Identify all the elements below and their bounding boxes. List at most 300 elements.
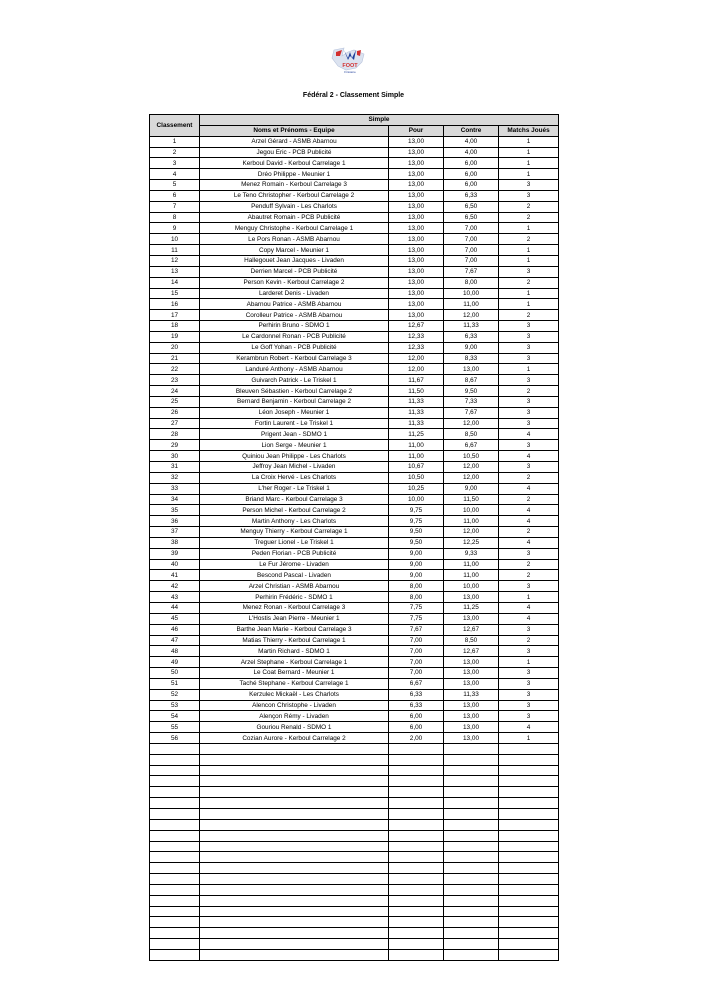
pour-cell: 13,00 — [389, 223, 444, 234]
pour-cell: 12,33 — [389, 342, 444, 353]
rank-cell: 23 — [150, 375, 200, 386]
empty-cell — [150, 787, 200, 798]
empty-cell — [389, 765, 444, 776]
contre-cell: 13,00 — [444, 722, 499, 733]
empty-cell — [499, 884, 559, 895]
empty-cell — [200, 884, 389, 895]
empty-cell — [200, 809, 389, 820]
rank-cell: 4 — [150, 169, 200, 180]
matchs-cell: 2 — [499, 559, 559, 570]
empty-cell — [389, 787, 444, 798]
table-row — [150, 223, 559, 234]
pour-cell: 11,50 — [389, 386, 444, 397]
matchs-cell: 2 — [499, 212, 559, 223]
empty-cell — [499, 949, 559, 960]
empty-cell — [389, 939, 444, 950]
matchs-cell: 2 — [499, 201, 559, 212]
column-header-contre: Contre — [444, 125, 499, 136]
matchs-cell: 3 — [499, 353, 559, 364]
empty-cell — [389, 830, 444, 841]
empty-cell — [499, 841, 559, 852]
contre-cell: 7,00 — [444, 234, 499, 245]
empty-row — [150, 852, 559, 863]
table-row — [150, 505, 559, 516]
pour-cell: 13,00 — [389, 299, 444, 310]
contre-cell: 6,67 — [444, 440, 499, 451]
empty-cell — [200, 787, 389, 798]
empty-cell — [150, 841, 200, 852]
name-cell: Arzel Gérard - ASMB Abarnou — [200, 136, 389, 147]
rank-cell: 39 — [150, 548, 200, 559]
empty-cell — [150, 830, 200, 841]
empty-cell — [499, 809, 559, 820]
empty-cell — [150, 874, 200, 885]
contre-cell: 4,00 — [444, 136, 499, 147]
table-row — [150, 418, 559, 429]
table-row — [150, 266, 559, 277]
empty-cell — [150, 809, 200, 820]
pour-cell: 11,67 — [389, 375, 444, 386]
empty-cell — [499, 906, 559, 917]
matchs-cell: 1 — [499, 158, 559, 169]
empty-cell — [444, 841, 499, 852]
rank-cell: 45 — [150, 613, 200, 624]
contre-cell: 13,00 — [444, 613, 499, 624]
pour-cell: 9,00 — [389, 548, 444, 559]
matchs-cell: 3 — [499, 646, 559, 657]
empty-cell — [389, 754, 444, 765]
rank-cell: 29 — [150, 440, 200, 451]
empty-row — [150, 830, 559, 841]
empty-cell — [200, 765, 389, 776]
matchs-cell: 3 — [499, 581, 559, 592]
name-cell: Fortin Laurent - Le Triskel 1 — [200, 418, 389, 429]
contre-cell: 9,33 — [444, 548, 499, 559]
name-cell: Menguy Thierry - Kerboul Carrelage 1 — [200, 527, 389, 538]
empty-cell — [389, 743, 444, 754]
empty-cell — [150, 884, 200, 895]
matchs-cell: 4 — [499, 613, 559, 624]
table-row — [150, 429, 559, 440]
empty-cell — [444, 884, 499, 895]
empty-row — [150, 895, 559, 906]
pour-cell: 9,50 — [389, 537, 444, 548]
empty-cell — [444, 798, 499, 809]
contre-cell: 7,00 — [444, 255, 499, 266]
name-cell: Jeffroy Jean Michel - Livaden — [200, 462, 389, 473]
matchs-cell: 1 — [499, 299, 559, 310]
empty-cell — [499, 819, 559, 830]
matchs-cell: 2 — [499, 494, 559, 505]
table-row — [150, 700, 559, 711]
empty-cell — [389, 798, 444, 809]
pour-cell: 6,00 — [389, 711, 444, 722]
rank-cell: 40 — [150, 559, 200, 570]
empty-cell — [499, 765, 559, 776]
empty-cell — [389, 884, 444, 895]
pour-cell: 11,33 — [389, 396, 444, 407]
empty-row — [150, 819, 559, 830]
table-row — [150, 255, 559, 266]
name-cell: Alençon Rémy - Livaden — [200, 711, 389, 722]
empty-row — [150, 917, 559, 928]
matchs-cell: 3 — [499, 689, 559, 700]
pour-cell: 11,00 — [389, 451, 444, 462]
matchs-cell: 3 — [499, 462, 559, 473]
rank-cell: 31 — [150, 462, 200, 473]
table-row — [150, 472, 559, 483]
name-cell: Prigent Jean - SDMO 1 — [200, 429, 389, 440]
name-cell: Arzel Christian - ASMB Abarnou — [200, 581, 389, 592]
pour-cell: 11,33 — [389, 418, 444, 429]
empty-cell — [150, 949, 200, 960]
empty-cell — [444, 787, 499, 798]
matchs-cell: 2 — [499, 570, 559, 581]
rank-cell: 28 — [150, 429, 200, 440]
empty-row — [150, 928, 559, 939]
table-row — [150, 527, 559, 538]
pour-cell: 13,00 — [389, 288, 444, 299]
contre-cell: 6,00 — [444, 169, 499, 180]
empty-row — [150, 841, 559, 852]
empty-cell — [499, 830, 559, 841]
empty-cell — [389, 819, 444, 830]
empty-cell — [444, 830, 499, 841]
table-row — [150, 711, 559, 722]
name-cell: Guivarch Patrick - Le Triskel 1 — [200, 375, 389, 386]
name-cell: Jegou Eric - PCB Publicité — [200, 147, 389, 158]
pour-cell: 13,00 — [389, 245, 444, 256]
table-row — [150, 158, 559, 169]
contre-cell: 7,00 — [444, 245, 499, 256]
rank-cell: 8 — [150, 212, 200, 223]
pour-cell: 11,33 — [389, 407, 444, 418]
contre-cell: 13,00 — [444, 700, 499, 711]
table-row — [150, 722, 559, 733]
empty-cell — [200, 895, 389, 906]
table-row — [150, 570, 559, 581]
rank-cell: 22 — [150, 364, 200, 375]
table-row — [150, 169, 559, 180]
pour-cell: 2,00 — [389, 733, 444, 744]
name-cell: Corolleur Patrice - ASMB Abarnou — [200, 310, 389, 321]
table-row — [150, 342, 559, 353]
rank-cell: 37 — [150, 527, 200, 538]
empty-cell — [444, 928, 499, 939]
name-cell: Taché Stephane - Kerboul Carrelage 1 — [200, 678, 389, 689]
empty-cell — [389, 863, 444, 874]
empty-cell — [200, 841, 389, 852]
rank-cell: 17 — [150, 310, 200, 321]
empty-cell — [150, 743, 200, 754]
name-cell: Abarnou Patrice - ASMB Abarnou — [200, 299, 389, 310]
contre-cell: 11,50 — [444, 494, 499, 505]
matchs-cell: 2 — [499, 386, 559, 397]
contre-cell: 10,00 — [444, 505, 499, 516]
name-cell: Penduff Sylvain - Les Charlots — [200, 201, 389, 212]
name-cell: Quiniou Jean Philippe - Les Charlots — [200, 451, 389, 462]
contre-cell: 12,00 — [444, 418, 499, 429]
contre-cell: 13,00 — [444, 668, 499, 679]
name-cell: Person Michel - Kerboul Carrelage 2 — [200, 505, 389, 516]
contre-cell: 12,00 — [444, 527, 499, 538]
name-cell: Le Fur Jérome - Livaden — [200, 559, 389, 570]
table-row — [150, 516, 559, 527]
table-row — [150, 190, 559, 201]
empty-cell — [150, 798, 200, 809]
pour-cell: 7,75 — [389, 613, 444, 624]
contre-cell: 6,00 — [444, 180, 499, 191]
matchs-cell: 3 — [499, 331, 559, 342]
empty-cell — [200, 906, 389, 917]
empty-row — [150, 949, 559, 960]
rank-cell: 38 — [150, 537, 200, 548]
name-cell: Le Coat Bernard - Meunier 1 — [200, 668, 389, 679]
empty-cell — [150, 819, 200, 830]
empty-row — [150, 939, 559, 950]
table-row — [150, 592, 559, 603]
rank-cell: 34 — [150, 494, 200, 505]
name-cell: Menez Ronan - Kerboul Carrelage 3 — [200, 602, 389, 613]
contre-cell: 8,67 — [444, 375, 499, 386]
rank-cell: 52 — [150, 689, 200, 700]
empty-cell — [200, 874, 389, 885]
logo-text: FOOT — [342, 63, 358, 69]
pour-cell: 7,00 — [389, 646, 444, 657]
empty-cell — [200, 939, 389, 950]
matchs-cell: 4 — [499, 429, 559, 440]
empty-cell — [444, 895, 499, 906]
rank-cell: 51 — [150, 678, 200, 689]
empty-cell — [200, 776, 389, 787]
contre-cell: 13,00 — [444, 592, 499, 603]
contre-cell: 13,00 — [444, 678, 499, 689]
contre-cell: 4,00 — [444, 147, 499, 158]
table-row — [150, 624, 559, 635]
empty-cell — [444, 765, 499, 776]
page-title: Fédéral 2 - Classement Simple — [302, 92, 405, 99]
pour-cell: 9,00 — [389, 559, 444, 570]
contre-cell: 7,33 — [444, 396, 499, 407]
table-row — [150, 180, 559, 191]
matchs-cell: 3 — [499, 342, 559, 353]
matchs-cell: 3 — [499, 711, 559, 722]
matchs-cell: 4 — [499, 483, 559, 494]
table-row — [150, 483, 559, 494]
matchs-cell: 2 — [499, 635, 559, 646]
contre-cell: 9,50 — [444, 386, 499, 397]
table-row — [150, 657, 559, 668]
empty-cell — [200, 743, 389, 754]
matchs-cell: 1 — [499, 733, 559, 744]
table-row — [150, 396, 559, 407]
matchs-cell: 3 — [499, 700, 559, 711]
empty-cell — [444, 906, 499, 917]
matchs-cell: 1 — [499, 136, 559, 147]
empty-cell — [389, 809, 444, 820]
matchs-cell: 3 — [499, 440, 559, 451]
contre-cell: 10,00 — [444, 288, 499, 299]
table-row — [150, 689, 559, 700]
contre-cell: 11,33 — [444, 689, 499, 700]
pour-cell: 9,00 — [389, 570, 444, 581]
pour-cell: 12,00 — [389, 364, 444, 375]
matchs-cell: 3 — [499, 321, 559, 332]
empty-cell — [444, 743, 499, 754]
empty-cell — [200, 917, 389, 928]
table-row — [150, 234, 559, 245]
rank-cell: 5 — [150, 180, 200, 191]
empty-cell — [444, 863, 499, 874]
contre-cell: 7,00 — [444, 223, 499, 234]
contre-cell: 6,50 — [444, 201, 499, 212]
contre-cell: 12,00 — [444, 310, 499, 321]
empty-cell — [200, 852, 389, 863]
pour-cell: 11,25 — [389, 429, 444, 440]
pour-cell: 10,67 — [389, 462, 444, 473]
table-row — [150, 537, 559, 548]
matchs-cell: 1 — [499, 223, 559, 234]
empty-cell — [200, 798, 389, 809]
table-row — [150, 201, 559, 212]
matchs-cell: 1 — [499, 147, 559, 158]
contre-cell: 10,50 — [444, 451, 499, 462]
empty-cell — [499, 787, 559, 798]
pour-cell: 6,00 — [389, 722, 444, 733]
empty-cell — [389, 895, 444, 906]
rank-cell: 7 — [150, 201, 200, 212]
table-row — [150, 646, 559, 657]
empty-cell — [499, 874, 559, 885]
empty-cell — [150, 917, 200, 928]
pour-cell: 6,33 — [389, 700, 444, 711]
pour-cell: 9,75 — [389, 505, 444, 516]
matchs-cell: 2 — [499, 310, 559, 321]
matchs-cell: 1 — [499, 169, 559, 180]
matchs-cell: 3 — [499, 548, 559, 559]
contre-cell: 12,67 — [444, 646, 499, 657]
empty-cell — [444, 852, 499, 863]
rank-cell: 32 — [150, 472, 200, 483]
logo-subtext: Finistère — [344, 70, 356, 74]
contre-cell: 6,00 — [444, 158, 499, 169]
name-cell: Perhirin Frédéric - SDMO 1 — [200, 592, 389, 603]
pour-cell: 13,00 — [389, 136, 444, 147]
rank-cell: 10 — [150, 234, 200, 245]
empty-cell — [200, 949, 389, 960]
table-row — [150, 245, 559, 256]
table-row — [150, 548, 559, 559]
pour-cell: 7,75 — [389, 602, 444, 613]
table-row — [150, 299, 559, 310]
pour-cell: 12,00 — [389, 353, 444, 364]
table-row — [150, 277, 559, 288]
name-cell: Menez Romain - Kerboul Carrelage 3 — [200, 180, 389, 191]
name-cell: Martin Richard - SDMO 1 — [200, 646, 389, 657]
matchs-cell: 3 — [499, 668, 559, 679]
pour-cell: 13,00 — [389, 310, 444, 321]
pour-cell: 12,67 — [389, 321, 444, 332]
pour-cell: 10,00 — [389, 494, 444, 505]
matchs-cell: 1 — [499, 592, 559, 603]
rank-cell: 13 — [150, 266, 200, 277]
empty-cell — [444, 809, 499, 820]
matchs-cell: 3 — [499, 407, 559, 418]
empty-cell — [444, 917, 499, 928]
empty-cell — [150, 939, 200, 950]
contre-cell: 12,00 — [444, 472, 499, 483]
matchs-cell: 2 — [499, 277, 559, 288]
pour-cell: 8,00 — [389, 592, 444, 603]
empty-cell — [200, 863, 389, 874]
table-row — [150, 462, 559, 473]
ranking-table — [149, 114, 559, 961]
matchs-cell: 2 — [499, 527, 559, 538]
matchs-cell: 3 — [499, 266, 559, 277]
empty-cell — [389, 841, 444, 852]
empty-cell — [444, 776, 499, 787]
empty-cell — [499, 852, 559, 863]
matchs-cell: 1 — [499, 288, 559, 299]
rank-cell: 11 — [150, 245, 200, 256]
name-cell: Bernard Benjamin - Kerboul Carrelage 2 — [200, 396, 389, 407]
name-cell: L'her Roger - Le Triskel 1 — [200, 483, 389, 494]
contre-cell: 13,00 — [444, 657, 499, 668]
empty-cell — [499, 754, 559, 765]
empty-row — [150, 765, 559, 776]
empty-cell — [499, 895, 559, 906]
rank-header: Classement — [150, 115, 200, 137]
contre-cell: 8,50 — [444, 635, 499, 646]
table-row — [150, 635, 559, 646]
name-cell: Bleuven Sébastien - Kerboul Carrelage 2 — [200, 386, 389, 397]
name-cell: Hallegouet Jean Jacques - Livaden — [200, 255, 389, 266]
column-header-pour: Pour — [389, 125, 444, 136]
name-cell: L'Hostis Jean Pierre - Meunier 1 — [200, 613, 389, 624]
table-row — [150, 440, 559, 451]
contre-cell: 12,00 — [444, 462, 499, 473]
rank-cell: 47 — [150, 635, 200, 646]
contre-cell: 7,67 — [444, 407, 499, 418]
rank-cell: 53 — [150, 700, 200, 711]
pour-cell: 13,00 — [389, 277, 444, 288]
matchs-cell: 3 — [499, 418, 559, 429]
matchs-cell: 4 — [499, 722, 559, 733]
name-cell: Kerambrun Robert - Kerboul Carrelage 3 — [200, 353, 389, 364]
pour-cell: 6,67 — [389, 678, 444, 689]
table-row — [150, 581, 559, 592]
pour-cell: 8,00 — [389, 581, 444, 592]
rank-cell: 54 — [150, 711, 200, 722]
name-cell: Copy Marcel - Meunier 1 — [200, 245, 389, 256]
ffft-logo-icon — [328, 44, 372, 78]
pour-cell: 13,00 — [389, 147, 444, 158]
pour-cell: 12,33 — [389, 331, 444, 342]
table-row — [150, 353, 559, 364]
rank-cell: 50 — [150, 668, 200, 679]
name-cell: Person Kevin - Kerboul Carrelage 2 — [200, 277, 389, 288]
name-cell: Le Goff Yohan - PCB Publicité — [200, 342, 389, 353]
name-cell: Landuré Anthony - ASMB Abarnou — [200, 364, 389, 375]
contre-cell: 13,00 — [444, 364, 499, 375]
matchs-cell: 2 — [499, 472, 559, 483]
rank-cell: 33 — [150, 483, 200, 494]
empty-cell — [499, 798, 559, 809]
name-cell: Arzel Stephane - Kerboul Carrelage 1 — [200, 657, 389, 668]
pour-cell: 7,00 — [389, 657, 444, 668]
contre-cell: 6,33 — [444, 190, 499, 201]
name-cell: Léon Joseph - Meunier 1 — [200, 407, 389, 418]
